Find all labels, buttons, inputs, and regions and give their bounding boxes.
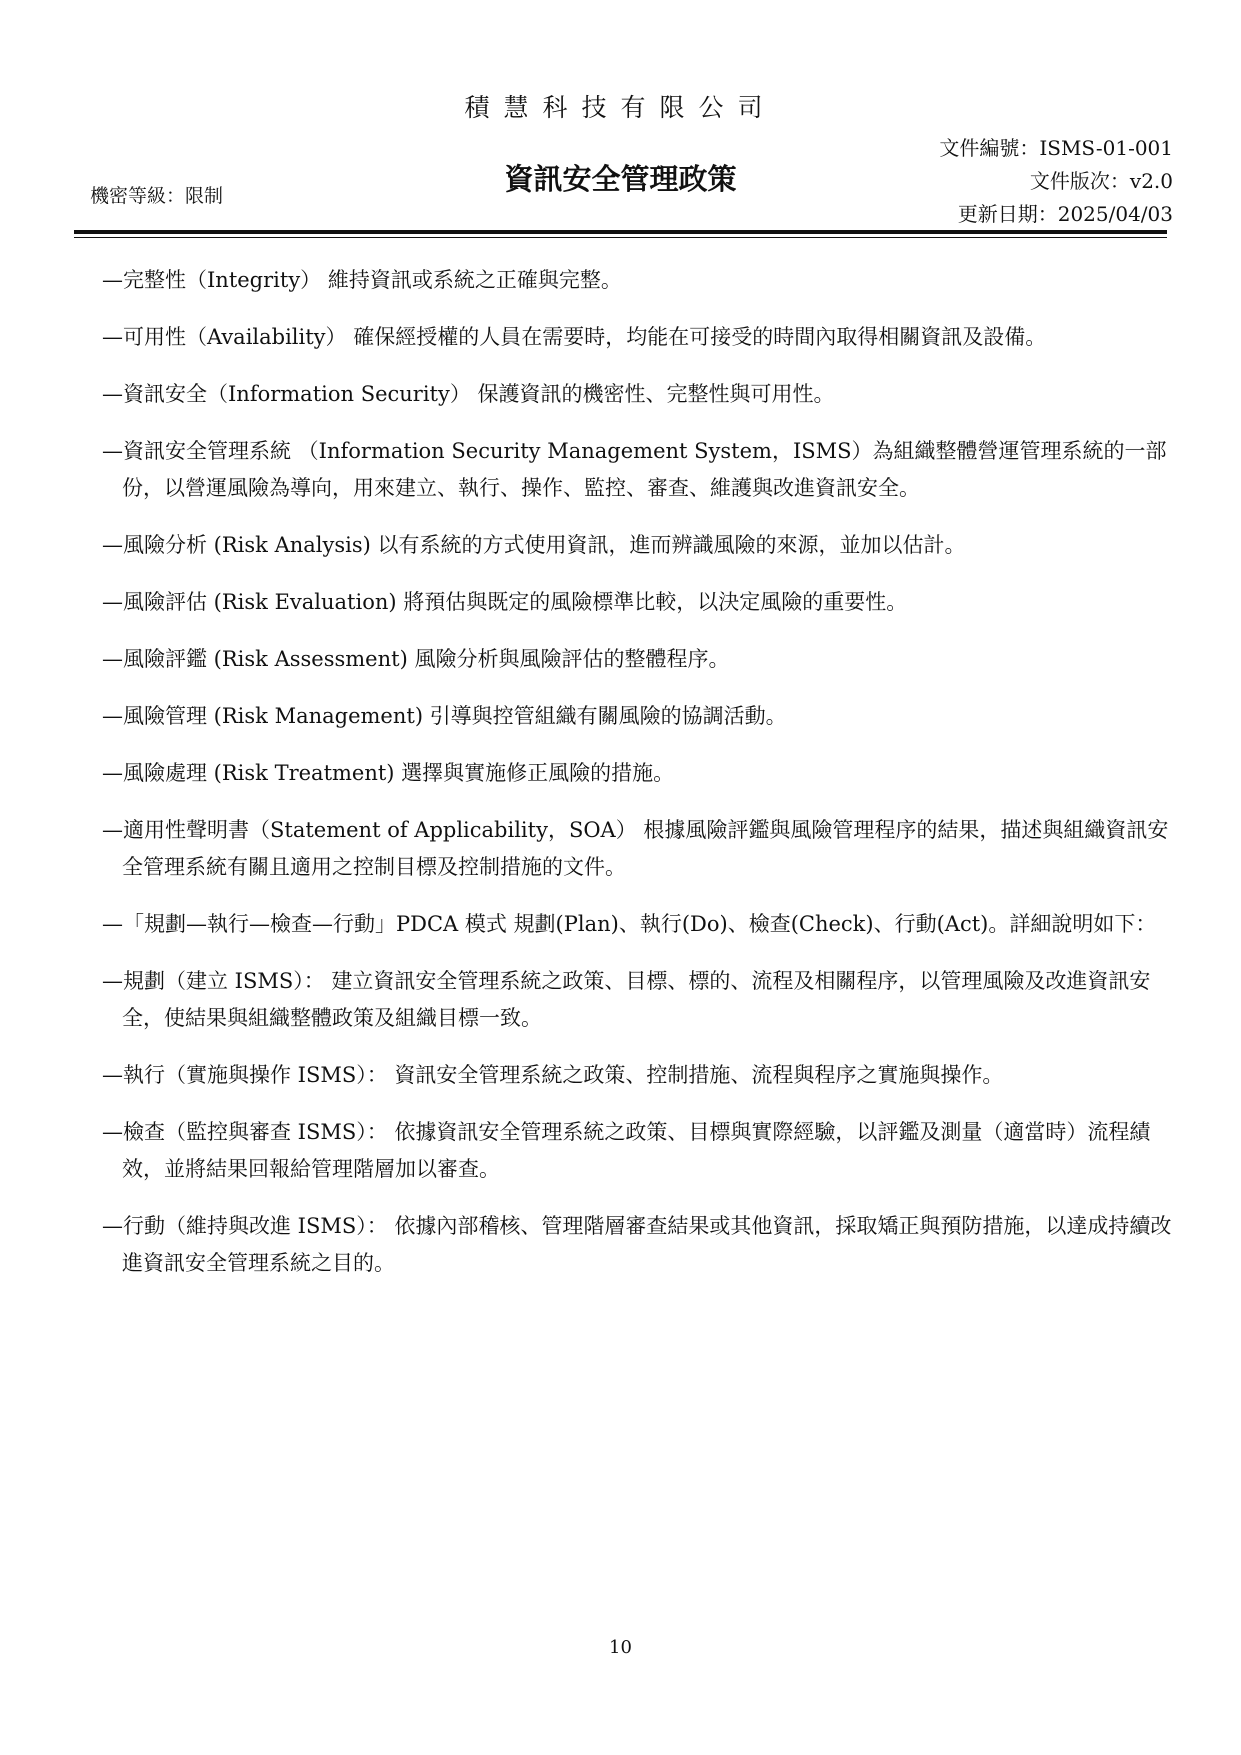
definition-item-risk-treatment: —風險處理 (Risk Treatment) 選擇與實施修正風險的措施。	[102, 761, 675, 785]
document-title: 資訊安全管理政策	[504, 162, 737, 196]
document-meta	[939, 132, 1173, 231]
definition-item-availability: —可用性（Availability） 確保經授權的人員在需要時，均能在可接受的時間內取得相關資訊及設備。	[102, 325, 1047, 349]
definition-item-isms: —資訊安全管理系統 （Information Security Management System，ISMS）為組織整體營運管理系統的一部份，以營運風險為導向，用來建立、執行、操作、監控、審查、維護與改進資訊安全。	[102, 439, 1167, 500]
definition-item-risk-evaluation: —風險評估 (Risk Evaluation) 將預估與既定的風險標準比較，以決定風險的重要性。	[102, 590, 908, 614]
company-name: 積慧科技有限公司	[464, 93, 777, 122]
header-divider-thin	[74, 237, 1167, 238]
definition-item-risk-management: —風險管理 (Risk Management) 引導與控管組織有關風險的協調活動。	[102, 704, 787, 728]
definition-item-integrity: —完整性（Integrity） 維持資訊或系統之正確與完整。	[102, 268, 622, 292]
definition-item-soa: —適用性聲明書（Statement of Applicability，SOA） 根據風險評鑑與風險管理程序的結果，描述與組織資訊安全管理系統有關且適用之控制目標及控制措施的文件。	[102, 818, 1169, 879]
definition-item-information-security: —資訊安全（Information Security） 保護資訊的機密性、完整性與可用性。	[102, 382, 835, 406]
definitions-list	[102, 262, 1172, 1302]
classification-level: 機密等級：限制	[90, 185, 224, 207]
definition-item-do: —執行（實施與操作 ISMS）： 資訊安全管理系統之政策、控制措施、流程與程序之實施與操作。	[102, 1063, 1004, 1087]
update-date: 更新日期：2025/04/03	[957, 202, 1173, 226]
header-divider-thick	[74, 230, 1167, 234]
document-number: 文件編號：ISMS-01-001	[939, 136, 1173, 160]
definition-item-act: —行動（維持與改進 ISMS）： 依據內部稽核、管理階層審查結果或其他資訊，採取矯正與預防措施，以達成持續改進資訊安全管理系統之目的。	[102, 1214, 1172, 1275]
document-version: 文件版次：v2.0	[1029, 169, 1173, 193]
definition-item-plan: —規劃（建立 ISMS）： 建立資訊安全管理系統之政策、目標、標的、流程及相關程序，以管理風險及改進資訊安全，使結果與組織整體政策及組織目標一致。	[102, 969, 1151, 1030]
page-number: 10	[609, 1637, 632, 1658]
definition-item-pdca: —「規劃—執行—檢查—行動」PDCA 模式 規劃(Plan)、執行(Do)、檢查(Check)、行動(Act)。詳細說明如下：	[102, 912, 1157, 936]
definition-item-risk-analysis: —風險分析 (Risk Analysis) 以有系統的方式使用資訊，進而辨識風險的來源，並加以估計。	[102, 533, 966, 557]
definition-item-risk-assessment: —風險評鑑 (Risk Assessment) 風險分析與風險評估的整體程序。	[102, 647, 730, 671]
definition-item-check: —檢查（監控與審查 ISMS）： 依據資訊安全管理系統之政策、目標與實際經驗，以評鑑及測量（適當時）流程績效，並將結果回報給管理階層加以審查。	[102, 1120, 1151, 1181]
